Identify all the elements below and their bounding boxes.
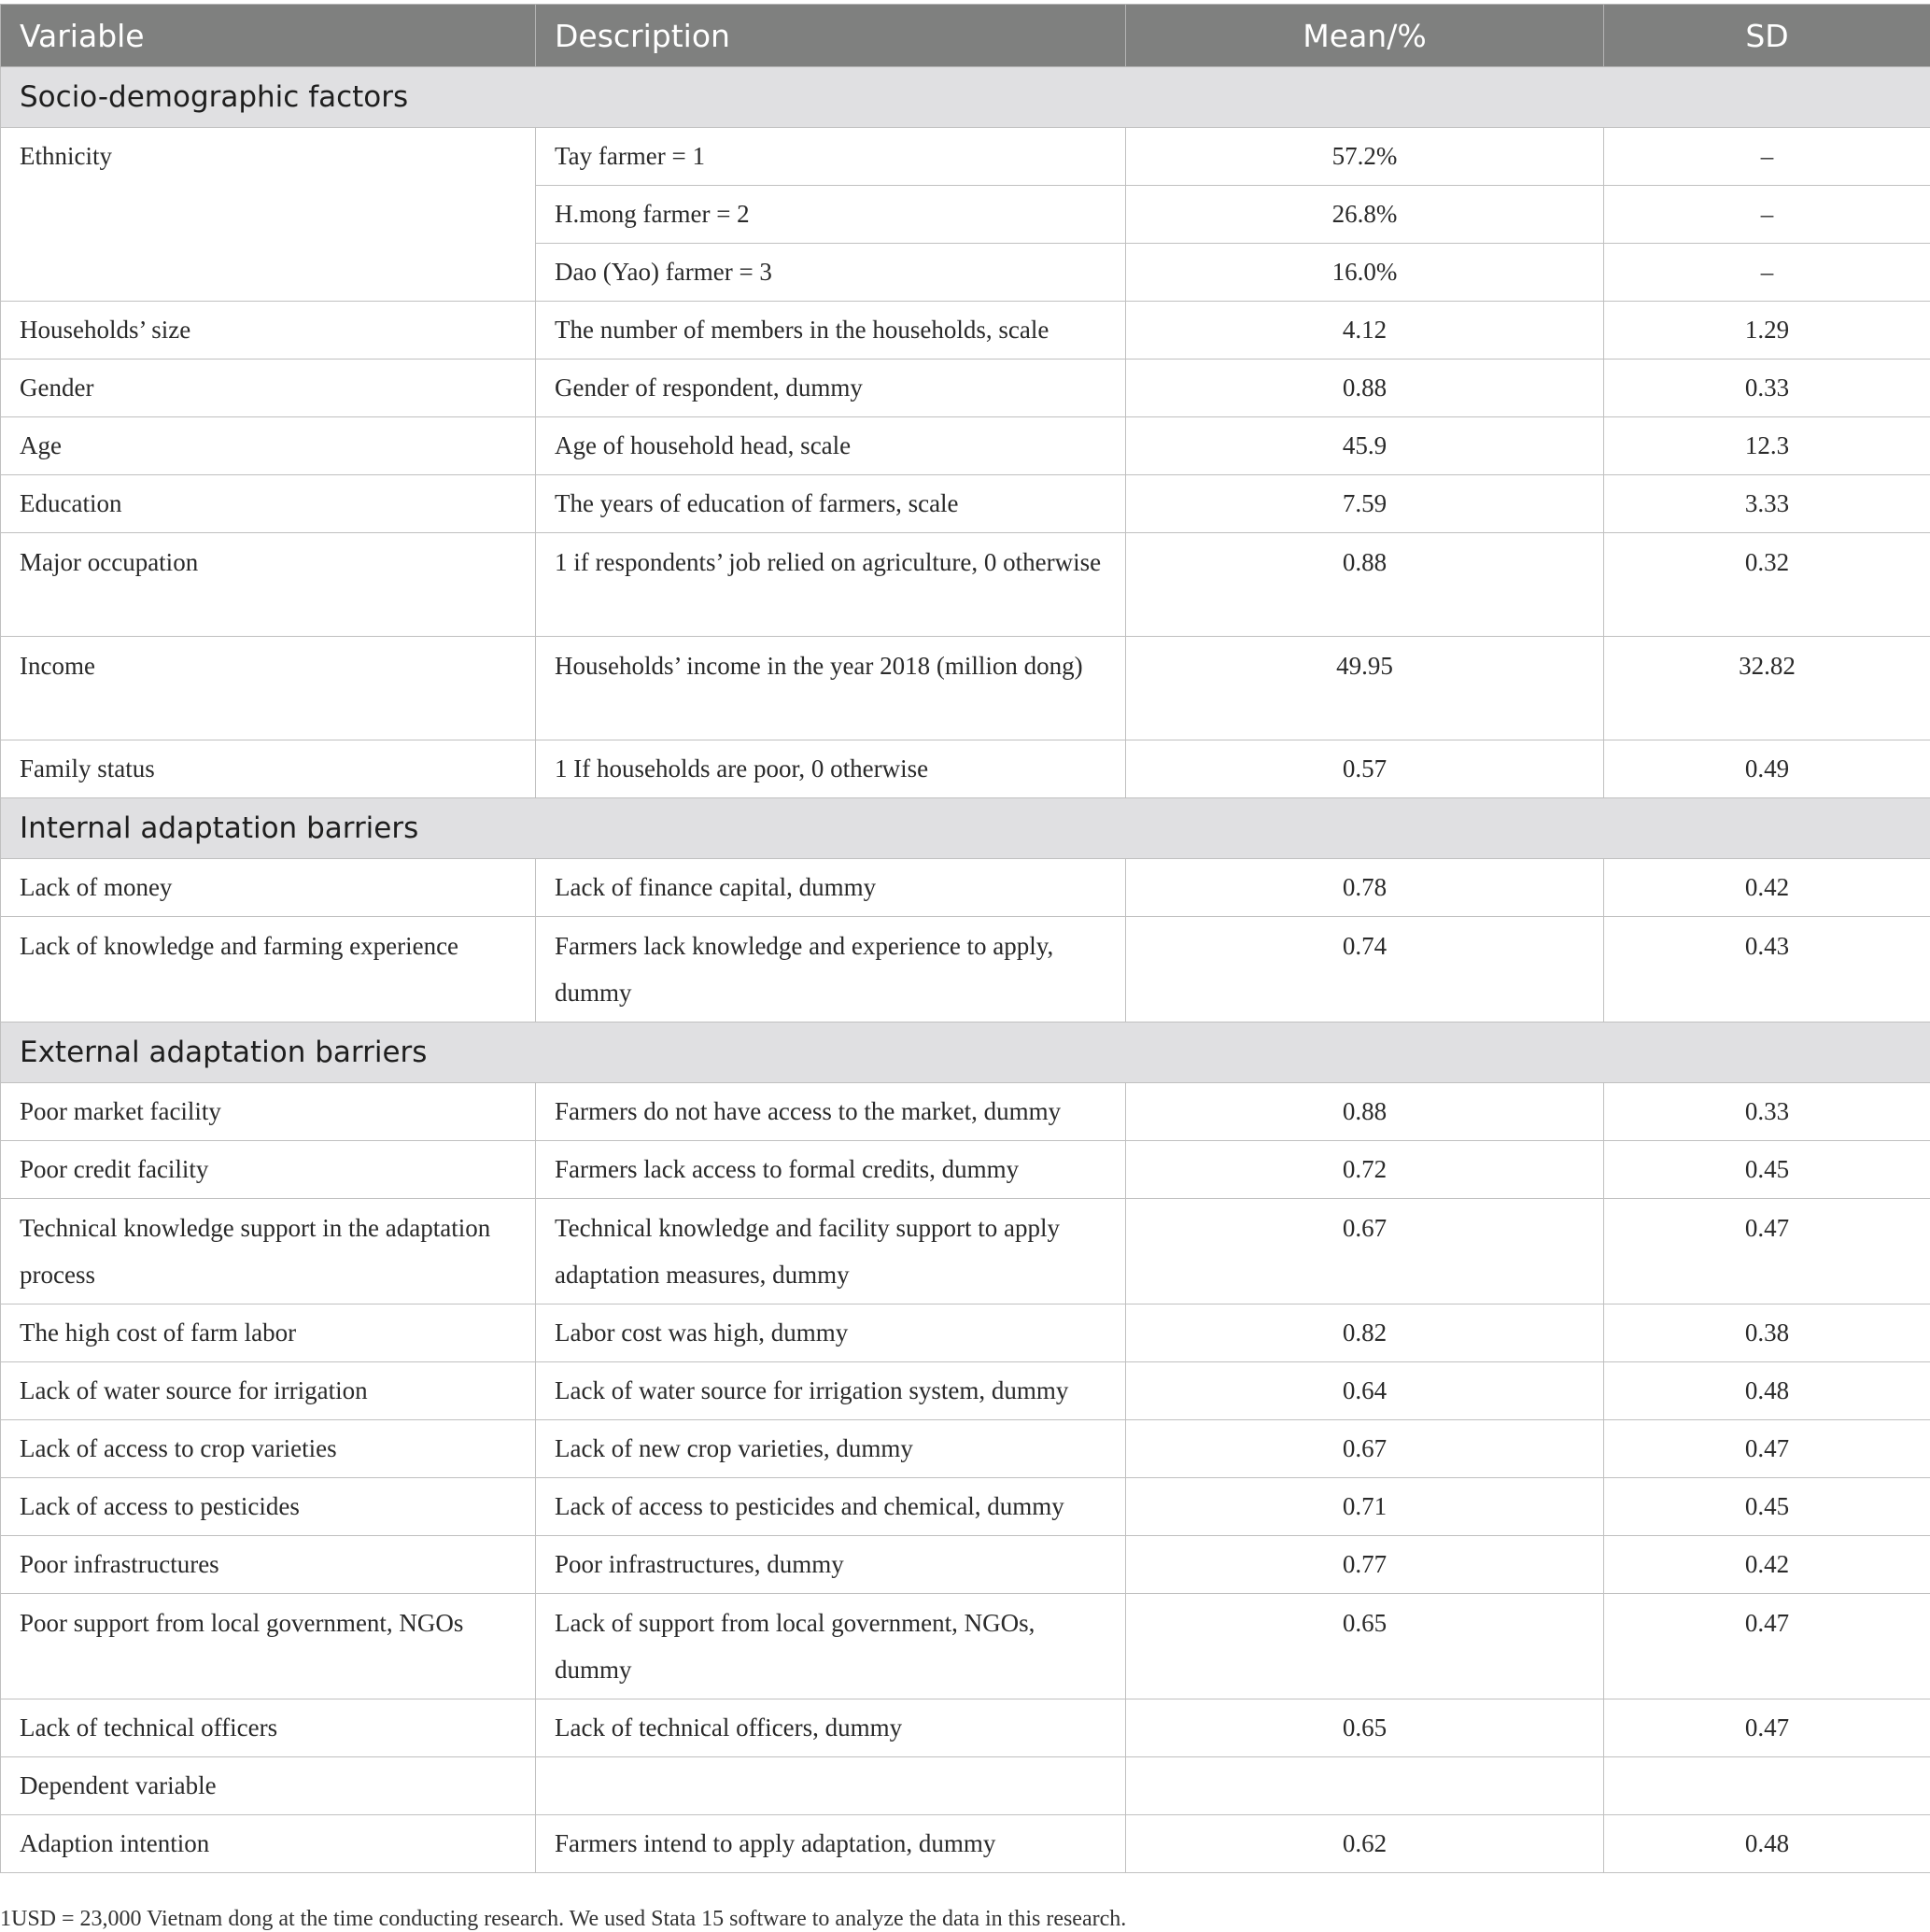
variable-cell: Lack of technical officers	[1, 1699, 536, 1757]
table-row	[1, 1083, 1930, 1141]
sd-cell: 0.47	[1604, 1594, 1930, 1699]
variable-cell: Poor support from local government, NGOs	[1, 1594, 536, 1699]
mean-cell: 0.67	[1126, 1420, 1604, 1478]
variable-cell: Age	[1, 417, 536, 475]
table-row	[1, 637, 1930, 740]
sd-cell: 3.33	[1604, 475, 1930, 533]
description-cell	[536, 1757, 1126, 1815]
variable-cell: Education	[1, 475, 536, 533]
variable-cell: Adaption intention	[1, 1815, 536, 1873]
sd-cell: 32.82	[1604, 637, 1930, 740]
description-cell: Tay farmer = 1	[536, 128, 1126, 186]
section-title-external: External adaptation barriers	[1, 1022, 1930, 1083]
mean-cell: 4.12	[1126, 302, 1604, 360]
mean-cell: 0.88	[1126, 1083, 1604, 1141]
sd-cell: –	[1604, 186, 1930, 244]
mean-cell: 0.67	[1126, 1199, 1604, 1304]
description-cell: Lack of support from local government, NGOs, dummy	[536, 1594, 1126, 1699]
sd-cell: 0.33	[1604, 360, 1930, 417]
variable-cell: Lack of water source for irrigation	[1, 1362, 536, 1420]
section-row	[1, 1022, 1930, 1083]
description-cell: Labor cost was high, dummy	[536, 1304, 1126, 1362]
variable-cell: Income	[1, 637, 536, 740]
variable-cell: Households’ size	[1, 302, 536, 360]
description-cell: Farmers lack access to formal credits, dummy	[536, 1141, 1126, 1199]
description-cell: Age of household head, scale	[536, 417, 1126, 475]
variable-cell: Lack of knowledge and farming experience	[1, 917, 536, 1022]
mean-cell: 0.65	[1126, 1699, 1604, 1757]
description-cell: Households’ income in the year 2018 (million dong)	[536, 637, 1126, 740]
mean-cell: 0.64	[1126, 1362, 1604, 1420]
table-row	[1, 533, 1930, 637]
section-row	[1, 798, 1930, 859]
table-row	[1, 360, 1930, 417]
description-cell: Technical knowledge and facility support to apply adaptation measures, dummy	[536, 1199, 1126, 1304]
mean-cell: 49.95	[1126, 637, 1604, 740]
sd-cell: 0.47	[1604, 1199, 1930, 1304]
variable-cell: Ethnicity	[1, 128, 536, 302]
variable-cell: Poor credit facility	[1, 1141, 536, 1199]
sd-cell: –	[1604, 128, 1930, 186]
sd-cell: 0.45	[1604, 1141, 1930, 1199]
description-cell: H.mong farmer = 2	[536, 186, 1126, 244]
sd-cell: 0.33	[1604, 1083, 1930, 1141]
sd-cell: 0.48	[1604, 1362, 1930, 1420]
description-cell: 1 if respondents’ job relied on agriculture, 0 otherwise	[536, 533, 1126, 637]
sd-cell: 1.29	[1604, 302, 1930, 360]
section-title-socio: Socio-demographic factors	[1, 67, 1930, 128]
mean-cell: 0.72	[1126, 1141, 1604, 1199]
mean-cell: 0.74	[1126, 917, 1604, 1022]
description-cell: Farmers do not have access to the market, dummy	[536, 1083, 1126, 1141]
table-row	[1, 1815, 1930, 1873]
header-description: Description	[536, 5, 1126, 67]
sd-cell: 0.49	[1604, 740, 1930, 798]
description-cell: Dao (Yao) farmer = 3	[536, 244, 1126, 302]
description-cell: Lack of technical officers, dummy	[536, 1699, 1126, 1757]
header-sd: SD	[1604, 5, 1930, 67]
descriptive-statistics-table	[0, 4, 1930, 1873]
description-cell: Lack of new crop varieties, dummy	[536, 1420, 1126, 1478]
table-row	[1, 1141, 1930, 1199]
variable-cell: Lack of access to pesticides	[1, 1478, 536, 1536]
header-mean: Mean/%	[1126, 5, 1604, 67]
table-row	[1, 1536, 1930, 1594]
mean-cell: 0.71	[1126, 1478, 1604, 1536]
sd-cell: –	[1604, 244, 1930, 302]
mean-cell: 0.77	[1126, 1536, 1604, 1594]
header-row	[1, 5, 1930, 67]
sd-cell: 0.47	[1604, 1699, 1930, 1757]
table-row	[1, 417, 1930, 475]
variable-cell: Technical knowledge support in the adaptation process	[1, 1199, 536, 1304]
sd-cell: 0.47	[1604, 1420, 1930, 1478]
description-cell: 1 If households are poor, 0 otherwise	[536, 740, 1126, 798]
section-row	[1, 67, 1930, 128]
sd-cell: 0.43	[1604, 917, 1930, 1022]
variable-cell: Poor infrastructures	[1, 1536, 536, 1594]
mean-cell	[1126, 1757, 1604, 1815]
mean-cell: 45.9	[1126, 417, 1604, 475]
table-row	[1, 1594, 1930, 1699]
table-row	[1, 740, 1930, 798]
mean-cell: 16.0%	[1126, 244, 1604, 302]
mean-cell: 26.8%	[1126, 186, 1604, 244]
sd-cell: 0.45	[1604, 1478, 1930, 1536]
mean-cell: 0.78	[1126, 859, 1604, 917]
section-title-internal: Internal adaptation barriers	[1, 798, 1930, 859]
description-cell: The years of education of farmers, scale	[536, 475, 1126, 533]
variable-cell: The high cost of farm labor	[1, 1304, 536, 1362]
sd-cell: 0.42	[1604, 1536, 1930, 1594]
variable-cell: Poor market facility	[1, 1083, 536, 1141]
table-row	[1, 128, 1930, 186]
description-cell: Poor infrastructures, dummy	[536, 1536, 1126, 1594]
variable-cell: Major occupation	[1, 533, 536, 637]
sd-cell	[1604, 1757, 1930, 1815]
mean-cell: 0.82	[1126, 1304, 1604, 1362]
table-row	[1, 1304, 1930, 1362]
description-cell: Lack of finance capital, dummy	[536, 859, 1126, 917]
table-footnote: 1USD = 23,000 Vietnam dong at the time conducting research. We used Stata 15 software to analyze the data in this research.	[0, 1907, 1126, 1932]
table-row	[1, 1199, 1930, 1304]
mean-cell: 0.65	[1126, 1594, 1604, 1699]
table-row	[1, 917, 1930, 1022]
mean-cell: 0.57	[1126, 740, 1604, 798]
table-row	[1, 475, 1930, 533]
description-cell: Lack of access to pesticides and chemical, dummy	[536, 1478, 1126, 1536]
variable-cell: Gender	[1, 360, 536, 417]
table-row	[1, 1362, 1930, 1420]
sd-cell: 0.48	[1604, 1815, 1930, 1873]
mean-cell: 57.2%	[1126, 128, 1604, 186]
mean-cell: 0.88	[1126, 533, 1604, 637]
table-row	[1, 1420, 1930, 1478]
header-variable: Variable	[1, 5, 536, 67]
table-row	[1, 859, 1930, 917]
sd-cell: 0.42	[1604, 859, 1930, 917]
description-cell: Lack of water source for irrigation system, dummy	[536, 1362, 1126, 1420]
description-cell: Farmers lack knowledge and experience to apply, dummy	[536, 917, 1126, 1022]
description-cell: The number of members in the households, scale	[536, 302, 1126, 360]
variable-cell: Lack of access to crop varieties	[1, 1420, 536, 1478]
variable-cell: Family status	[1, 740, 536, 798]
table-row	[1, 1699, 1930, 1757]
table-row	[1, 302, 1930, 360]
sd-cell: 0.38	[1604, 1304, 1930, 1362]
variable-cell: Dependent variable	[1, 1757, 536, 1815]
mean-cell: 0.88	[1126, 360, 1604, 417]
table-row	[1, 1757, 1930, 1815]
mean-cell: 0.62	[1126, 1815, 1604, 1873]
table-row	[1, 1478, 1930, 1536]
mean-cell: 7.59	[1126, 475, 1604, 533]
sd-cell: 12.3	[1604, 417, 1930, 475]
variable-cell: Lack of money	[1, 859, 536, 917]
description-cell: Gender of respondent, dummy	[536, 360, 1126, 417]
sd-cell: 0.32	[1604, 533, 1930, 637]
description-cell: Farmers intend to apply adaptation, dummy	[536, 1815, 1126, 1873]
